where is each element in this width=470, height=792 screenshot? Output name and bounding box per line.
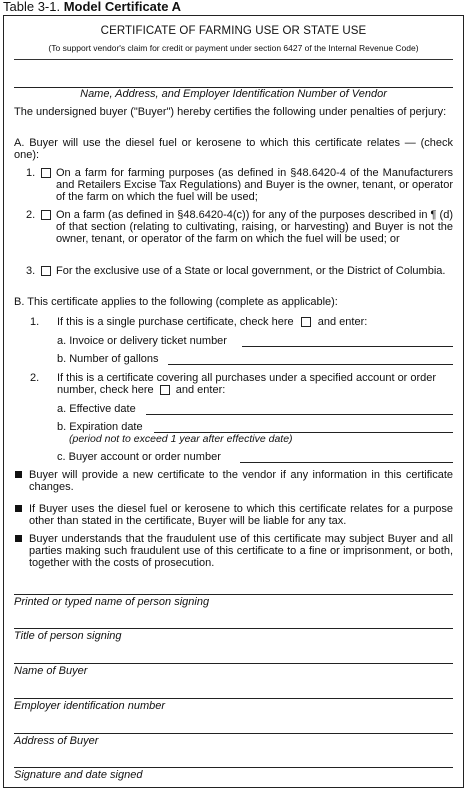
section-a-lead (14, 137, 453, 161)
ein-label: Employer identification number (14, 700, 166, 712)
account-number-label: c. Buyer account or order number (57, 451, 221, 463)
bullet-square-icon (15, 471, 22, 478)
title-label: Title of person signing (14, 630, 122, 642)
section-a-item-2-checkbox[interactable] (41, 210, 51, 220)
bullet-text-1: Buyer will provide a new certificate to the vendor if any information in this certificate changes. (29, 469, 453, 493)
section-b-item-2-line2-before: number, check here (57, 384, 154, 396)
buyer-name-label: Name of Buyer (14, 665, 88, 677)
effective-date-field[interactable] (146, 414, 453, 415)
section-b-lead: B. This certificate applies to the following (complete as applicable): (14, 296, 338, 308)
section-a-lead-text: A. Buyer will use the diesel fuel or kerosene to which this certificate relates — (check one): (14, 137, 453, 161)
vendor-label: Name, Address, and Employer Identification Number of Vendor (80, 88, 387, 100)
table-caption (3, 0, 181, 14)
section-a-item-3-number: 3. (26, 265, 36, 277)
printed-name-label: Printed or typed name of person signing (14, 596, 210, 608)
expiration-date-label: b. Expiration date (57, 421, 143, 433)
section-b-item-2-number: 2. (30, 372, 40, 384)
account-number-field[interactable] (240, 462, 453, 463)
buyer-address-label: Address of Buyer (14, 735, 99, 747)
section-b-item-2-line1: If this is a certificate covering all purchases under a specified account or order (57, 372, 437, 384)
signature-field[interactable] (14, 767, 453, 768)
single-purchase-checkbox[interactable] (301, 317, 311, 327)
certificate-title: CERTIFICATE OF FARMING USE OR STATE USE (100, 25, 367, 37)
section-a-item-1-number: 1. (26, 167, 36, 179)
section-b-item-1-number: 1. (30, 316, 40, 328)
title-field[interactable] (14, 628, 453, 629)
invoice-number-label: a. Invoice or delivery ticket number (57, 335, 227, 347)
expiration-date-note: (period not to exceed 1 year after effective date) (69, 433, 293, 445)
bullet-text-3: Buyer understands that the fraudulent use of this certificate may subject Buyer and all parties making such fraudulent use of this certificate to a fine or imprisonment, or both, together with the costs of prosecution. (29, 533, 453, 569)
section-a-item-3-checkbox[interactable] (41, 266, 51, 276)
divider (14, 59, 453, 60)
invoice-number-field[interactable] (242, 346, 453, 347)
table-label: Table 3-1. (3, 0, 61, 14)
intro-text: The undersigned buyer ("Buyer") hereby certifies the following under penalties of perjury: (14, 106, 447, 118)
buyer-address-field[interactable] (14, 733, 453, 734)
section-a-item-2-number: 2. (26, 209, 36, 221)
ein-field[interactable] (14, 698, 453, 699)
bullet-text-2: If Buyer uses the diesel fuel or kerosene to which this certificate relates for a purpose other than stated in the certificate, Buyer will be liable for any tax. (29, 503, 453, 527)
section-a-item-2-text: On a farm (as defined in §48.6420-4(c)) for any of the purposes described in ¶ (d) of that section (relating to cultivating, raising, or harvesting) and Buyer is not the owner, tenant, or operator of the farm on which the fuel will be used; or (56, 209, 453, 245)
section-b-item-2-line2 (57, 384, 225, 396)
section-b-item-2-line2-after: and enter: (175, 384, 226, 396)
table-title: Model Certificate A (63, 0, 181, 14)
bullet-square-icon (15, 535, 22, 542)
certificate-subtitle: (To support vendor's claim for credit or payment under section 6427 of the Internal Revenue Code) (48, 43, 419, 53)
printed-name-field[interactable] (14, 594, 453, 595)
effective-date-label: a. Effective date (57, 403, 136, 415)
section-a-item-3-text: For the exclusive use of a State or local government, or the District of Columbia. (56, 265, 446, 277)
section-a-item-1-text: On a farm for farming purposes (as defined in §48.6420-4 of the Manufacturers and Retailers Excise Tax Regulations) and Buyer is the owner, tenant, or operator of the farm on which the fuel will be used; (56, 167, 453, 203)
gallons-label: b. Number of gallons (57, 353, 159, 365)
section-a-item-1-checkbox[interactable] (41, 168, 51, 178)
section-b-item-1-text-after: and enter: (317, 316, 368, 328)
section-b-item-1-text (57, 316, 367, 328)
gallons-field[interactable] (168, 364, 453, 365)
certificate-box (3, 15, 464, 788)
account-purchases-checkbox[interactable] (160, 385, 170, 395)
bullet-square-icon (15, 505, 22, 512)
buyer-name-field[interactable] (14, 663, 453, 664)
signature-label: Signature and date signed (14, 769, 143, 781)
section-b-item-1-text-before: If this is a single purchase certificate, check here (57, 316, 294, 328)
